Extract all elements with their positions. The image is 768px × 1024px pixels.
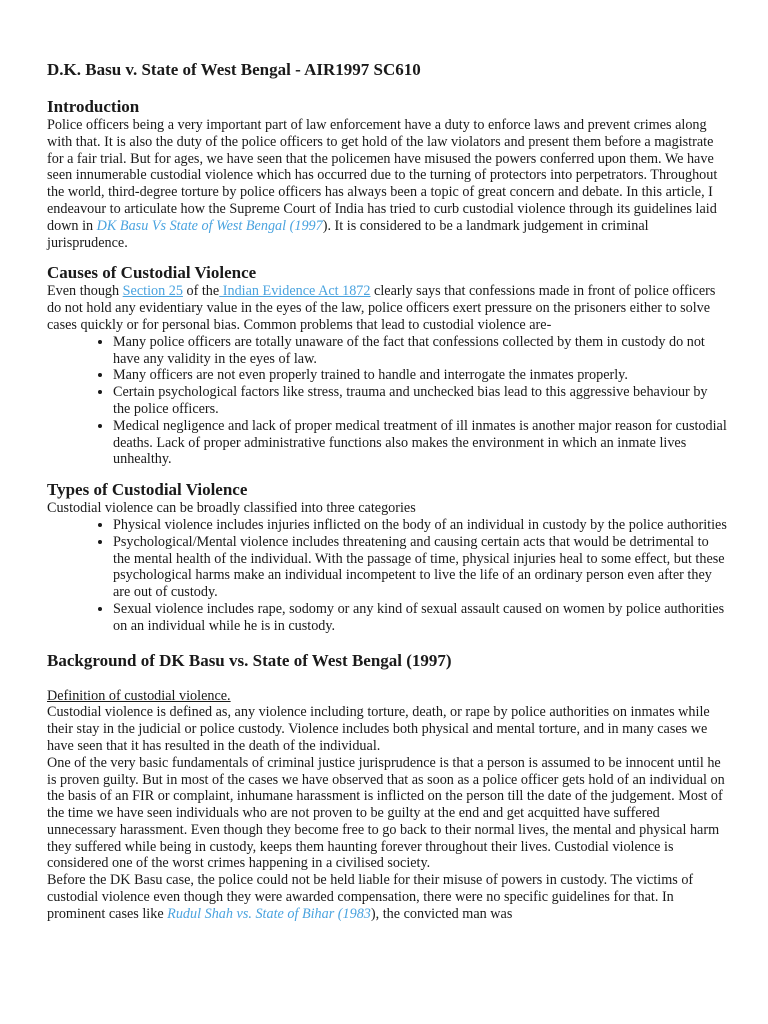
document-title: D.K. Basu v. State of West Bengal - AIR1997 SC610 (47, 60, 421, 79)
list-item: • Many police officers are totally unaware of the fact that confessions collected by them in custody do not have any validity in the eyes of law. (113, 334, 728, 368)
background-paragraph-2: One of the very basic fundamentals of criminal justice jurisprudence is that a person is assumed to be innocent until he is proven guilty. But in most of the cases we have observed that as soon as a police officer gets hold of an individual on the basis of an FIR or complaint, inhumane harassment is inflicted on the person till the date of the judgement. Most of the time we have seen individuals who are not proven to be guilty at the end and get acquitted have suffered unnecessary harassment. Even though they become free to go back to their normal lives, the mental and physical harm they suffered while being in custody, keeps them haunting forever throughout their lives. Custodial violence is considered one of the worst crimes happening in a civilised society. (47, 754, 725, 872)
causes-heading: Causes of Custodial Violence (47, 263, 257, 283)
background-text-3b: ), the convicted man was (370, 905, 513, 922)
list-item: • Certain psychological factors like stress, trauma and unchecked bias lead to this aggressive behaviour by the police officers. (113, 384, 728, 418)
causes-list (47, 334, 728, 468)
list-item: • Many officers are not even properly trained to handle and interrogate the inmates properly. (113, 367, 728, 384)
background-paragraph-1: Custodial violence is defined as, any violence including torture, death, or rape by police authorities on inmates while their stay in the judicial or police custody. Violence includes both physical and mental torture, and in many cases we have seen that it has resulted in the death of the individual. (47, 704, 710, 754)
intro-paragraph (47, 117, 728, 251)
causes-text-3: clearly says that confessions made in front of police officers do not hold any evidentiary value in the eyes of the law, police officers exert pressure on the prisoners either to solve cases quickly or for personal bias. Common problems that lead to custodial violence are- (47, 283, 716, 333)
causes-text-2: of the (182, 283, 220, 300)
rudul-shah-link[interactable]: Rudul Shah vs. State of Bihar (1983 (167, 905, 371, 922)
section-25-link[interactable]: Section 25 (122, 283, 183, 300)
evidence-act-link[interactable]: Indian Evidence Act 1872 (219, 283, 371, 300)
causes-text-1: Even though (47, 283, 123, 300)
types-heading: Types of Custodial Violence (47, 480, 248, 500)
definition-subheading: Definition of custodial violence. (47, 687, 231, 704)
types-intro: Custodial violence can be broadly classified into three categories (47, 500, 416, 517)
list-item: • Physical violence includes injuries inflicted on the body of an individual in custody by the police authorities (113, 517, 728, 534)
intro-text: Police officers being a very important part of law enforcement have a duty to enforce laws and prevent crimes along with that. It is also the duty of the police officers to get hold of the law violators and present them before a magistrate for a fair trial. But for ages, we have seen that the policemen have misused the powers conferred upon them. We have seen innumerable custodial violence which has occurred due to the turning of protectors into perpetrators. Throughout the world, third-degree torture by police officers has always been a topic of great concern and debate. In this article, I endeavour to articulate how the Supreme Court of India has tried to curb custodial violence through its guidelines laid down in (47, 117, 718, 234)
list-item: • Medical negligence and lack of proper medical treatment of ill inmates is another major reason for custodial deaths. Lack of proper administrative functions also makes the environment in which an inmate lives unhealthy. (113, 418, 728, 468)
intro-heading: Introduction (47, 97, 140, 116)
spacer (47, 671, 728, 688)
intro-text-end: ). It is considered to be a landmark judgement in criminal jurisprudence. (47, 217, 649, 251)
background-text-3a: Before the DK Basu case, the police could not be held liable for their misuse of powers in custody. The victims of custodial violence even though they were awarded compensation, there were no specific guidelines for that. In prominent cases like (47, 872, 694, 922)
causes-paragraph (47, 283, 728, 333)
list-item: • Sexual violence includes rape, sodomy or any kind of sexual assault caused on women by police authorities on an individual while he is in custody. (113, 601, 728, 635)
background-paragraph-3 (47, 872, 728, 922)
types-list (47, 517, 728, 635)
list-item: • Psychological/Mental violence includes threatening and causing certain acts that would be detrimental to the mental health of the individual. With the passage of time, physical injuries heal to some effect, but these psychological harms make an individual incompetent to live the life of an ordinary person even after they are out of custody. (113, 534, 728, 601)
background-heading: Background of DK Basu vs. State of West Bengal (1997) (47, 650, 452, 670)
dk-basu-link[interactable]: DK Basu Vs State of West Bengal (1997 (96, 217, 323, 234)
